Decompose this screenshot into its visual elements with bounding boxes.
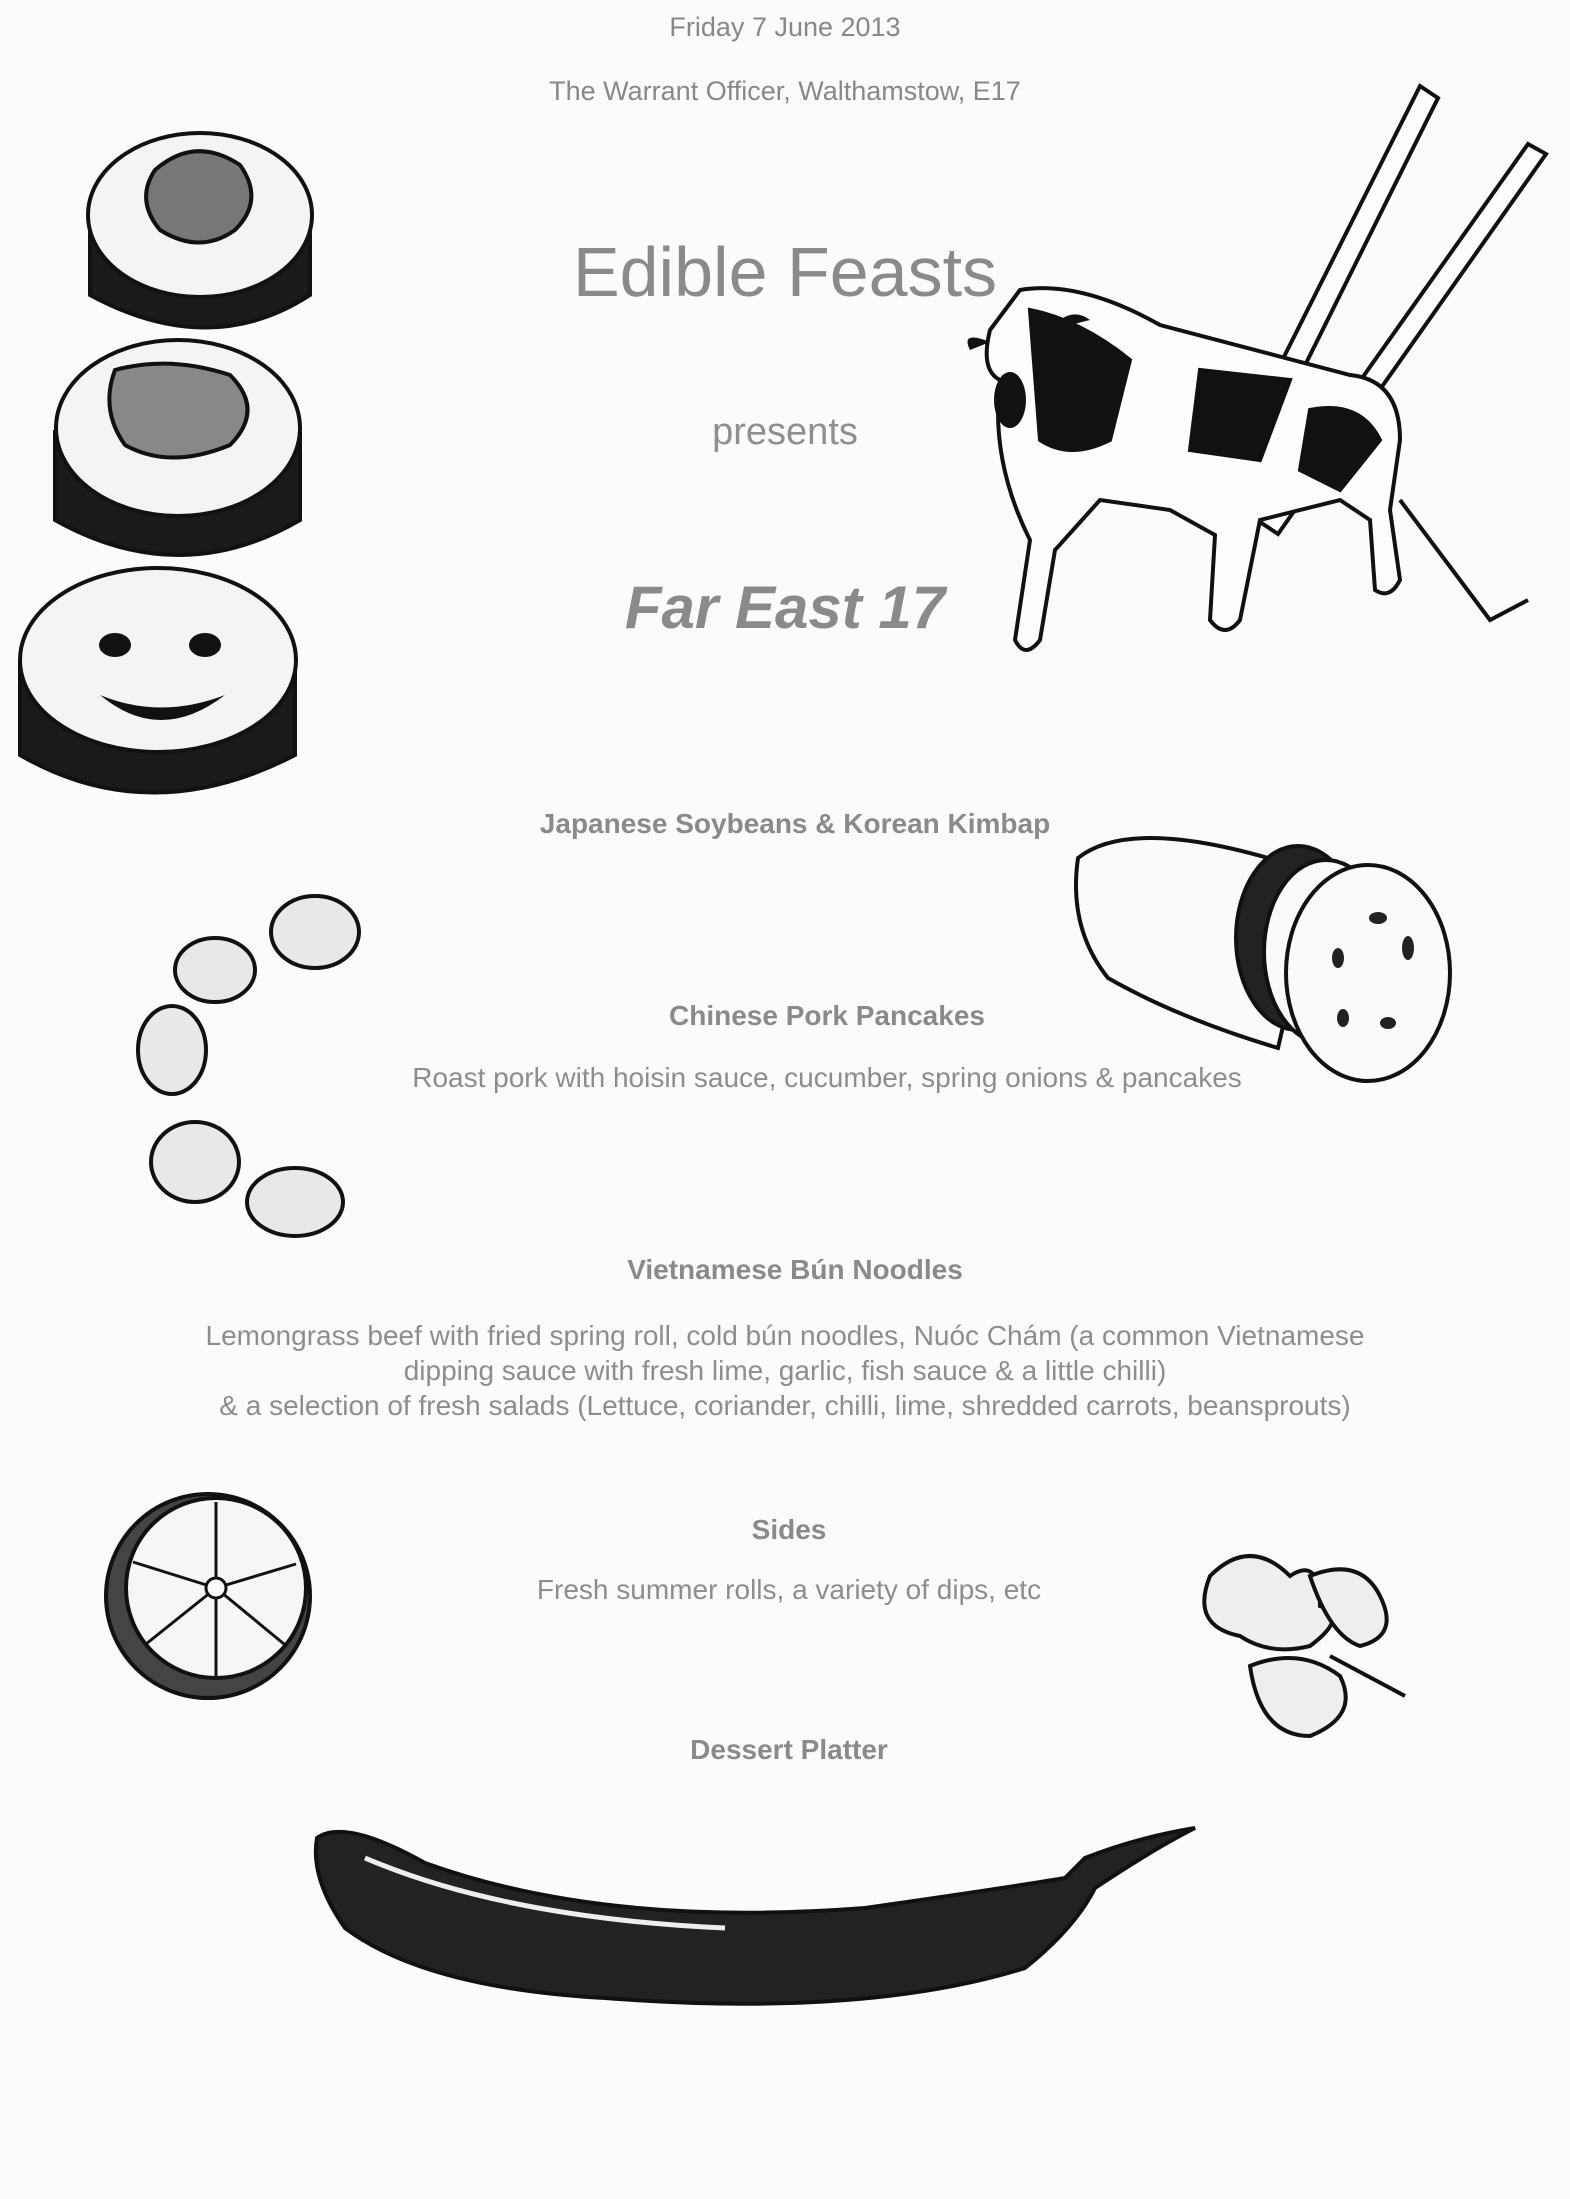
course-2-description: Roast pork with hoisin sauce, cucumber, spring onions & pancakes <box>412 1062 1242 1093</box>
coriander-illustration <box>1190 1536 1420 1746</box>
course-3-description-line: dipping sauce with fresh lime, garlic, fish sauce & a little chilli) <box>403 1355 1167 1386</box>
cow-chopsticks-illustration <box>960 80 1560 760</box>
course-3-description-line: & a selection of fresh salads (Lettuce, coriander, chilli, lime, shredded carrots, beansprouts) <box>219 1390 1351 1421</box>
event-date: Friday 7 June 2013 <box>669 12 901 42</box>
course-1-name: Japanese Soybeans & Korean Kimbap <box>539 808 1051 839</box>
course-3-description-line: Lemongrass beef with fried spring roll, cold bún noodles, Nuóc Chám (a common Vietnamese <box>205 1320 1365 1351</box>
presents-text: presents <box>712 411 858 453</box>
event-name: Far East 17 <box>624 574 946 641</box>
lime-illustration <box>88 1484 328 1714</box>
course-3-description <box>0 1318 1570 1423</box>
chilli-illustration <box>305 1818 1205 2038</box>
page-title: Edible Feasts <box>572 233 998 311</box>
dessert-name: Dessert Platter <box>690 1734 888 1765</box>
event-venue: The Warrant Officer, Walthamstow, E17 <box>549 76 1021 106</box>
cucumber-illustration <box>1068 818 1458 1118</box>
course-2-name: Chinese Pork Pancakes <box>669 1000 985 1031</box>
kimbap-illustration <box>10 120 330 860</box>
sides-description: Fresh summer rolls, a variety of dips, etc <box>536 1574 1042 1605</box>
course-3-name: Vietnamese Bún Noodles <box>627 1254 963 1285</box>
sides-name: Sides <box>751 1514 827 1545</box>
soybeans-illustration <box>130 890 390 1240</box>
